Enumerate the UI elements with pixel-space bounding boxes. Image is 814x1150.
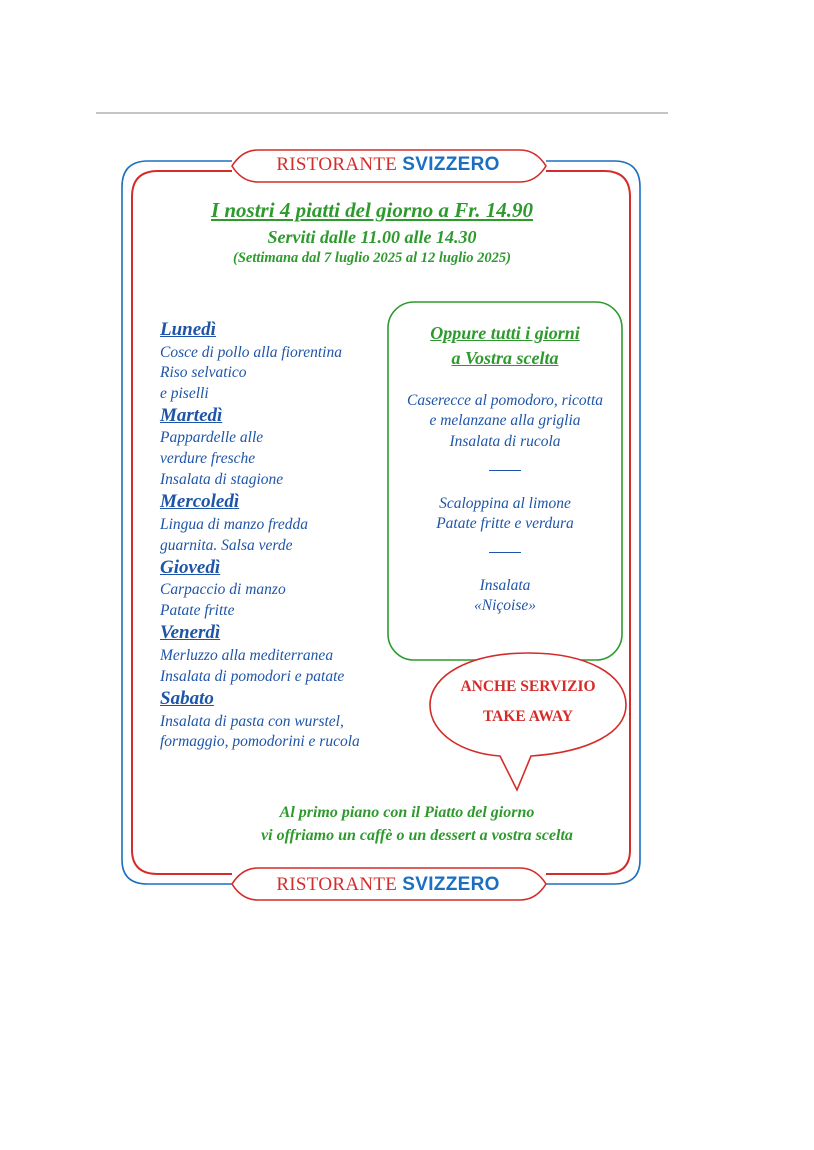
takeaway-line1: ANCHE SERVIZIO xyxy=(460,678,596,695)
dish-line: formaggio, pomodorini e rucola xyxy=(160,733,360,750)
option-separator xyxy=(489,470,521,471)
day-name-monday: Lunedì xyxy=(160,319,216,340)
header-title xyxy=(228,154,548,176)
alternative-option-line: Patate fritte e verdura xyxy=(436,515,574,532)
day-name-tuesday: Martedì xyxy=(160,405,223,426)
footer-brand: SVIZZERO xyxy=(402,874,500,895)
day-name-saturday: Sabato xyxy=(160,688,214,709)
header-prefix: RISTORANTE xyxy=(276,154,398,175)
option-separator xyxy=(489,552,521,553)
footer-note-line1: Al primo piano con il Piatto del giorno xyxy=(279,804,535,821)
dish-line: Riso selvatico xyxy=(160,364,247,381)
dish-line: e piselli xyxy=(160,385,209,402)
footer-prefix: RISTORANTE xyxy=(276,874,398,895)
alternative-option-line: «Niçoise» xyxy=(474,597,536,614)
dish-line: Insalata di stagione xyxy=(160,471,284,488)
alternative-option-line: Scaloppina al limone xyxy=(439,495,571,512)
dish-line: verdure fresche xyxy=(160,450,256,467)
header-brand: SVIZZERO xyxy=(402,154,500,175)
dish-line: guarnita. Salsa verde xyxy=(160,537,293,554)
day-name-friday: Venerdì xyxy=(160,622,221,643)
dish-line: Pappardelle alle xyxy=(160,429,264,446)
day-name-thursday: Giovedì xyxy=(160,557,221,578)
alternative-option-line: Insalata xyxy=(479,577,531,594)
takeaway-line2: TAKE AWAY xyxy=(482,708,574,725)
dish-line: Insalata di pasta con wurstel, xyxy=(160,713,344,730)
week-range: (Settimana dal 7 luglio 2025 al 12 luglio 2025) xyxy=(233,250,511,266)
dish-line: Insalata di pomodori e patate xyxy=(160,668,345,685)
footer-note-line2: vi offriamo un caffè o un dessert a vostra scelta xyxy=(261,827,573,844)
alternative-option-line: Insalata di rucola xyxy=(449,433,561,450)
dish-line: Merluzzo alla mediterranea xyxy=(160,647,334,664)
alternative-title-line2: a Vostra scelta xyxy=(451,348,559,368)
dish-line: Carpaccio di manzo xyxy=(160,581,286,598)
alternative-option-line: e melanzane alla griglia xyxy=(429,412,581,429)
alternative-title-line1: Oppure tutti i giorni xyxy=(430,323,580,343)
footer-title xyxy=(228,874,548,896)
served-hours: Serviti dalle 11.00 alle 14.30 xyxy=(267,227,477,247)
main-title: I nostri 4 piatti del giorno a Fr. 14.90 xyxy=(210,198,534,222)
dish-line: Cosce di pollo alla fiorentina xyxy=(160,344,342,361)
alternative-option-line: Caserecce al pomodoro, ricotta xyxy=(406,392,603,409)
day-name-wednesday: Mercoledì xyxy=(160,491,240,512)
dish-line: Lingua di manzo fredda xyxy=(160,516,308,533)
dish-line: Patate fritte xyxy=(160,602,235,619)
